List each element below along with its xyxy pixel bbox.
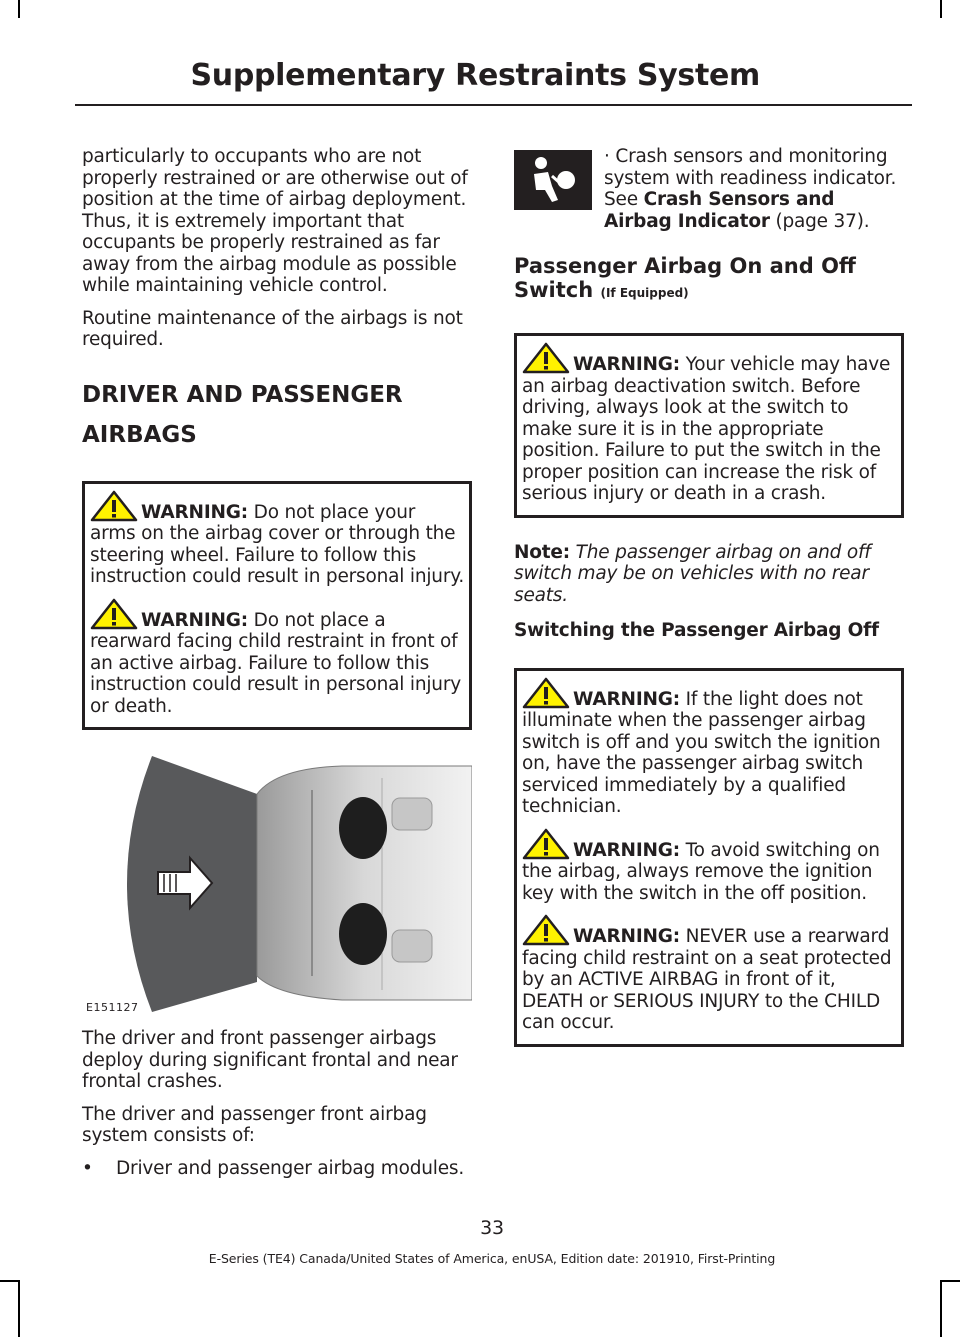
airbag-warning-lamp-icon <box>514 150 592 210</box>
crop-mark-top-right <box>940 0 942 18</box>
switch-heading-suffix: (If Equipped) <box>600 286 689 300</box>
warning-label: WARNING: <box>573 354 680 375</box>
sensors-page: (page 37). <box>769 210 870 232</box>
crop-mark-bottom-left <box>0 1280 20 1282</box>
header-rule <box>75 104 912 106</box>
warning-box-switch <box>514 333 904 518</box>
list-item <box>82 1158 472 1180</box>
figure-id: E151127 <box>86 1001 139 1014</box>
vehicle-airbag-illustration <box>82 754 472 1014</box>
warning-item <box>522 914 898 1034</box>
sensors-item <box>514 146 904 232</box>
warning-triangle-icon <box>522 828 570 860</box>
crop-mark-bottom-left-v <box>18 1280 20 1337</box>
switch-off-heading: Switching the Passenger Airbag Off <box>514 620 879 641</box>
warning-triangle-icon <box>522 677 570 709</box>
warning-text: To avoid switching on the airbag, always remove the ignition key with the switch in the off position. <box>522 839 880 904</box>
warning-triangle-icon <box>522 914 570 946</box>
warning-box-driver <box>82 481 472 731</box>
warning-text: If the light does not illuminate when the passenger airbag switch is off and you switch the ignition on, have the passenger airbag switch serviced immediately by a qualified technician. <box>522 688 881 817</box>
maintenance-paragraph: Routine maintenance of the airbags is not required. <box>82 307 463 350</box>
sensors-link[interactable]: Crash Sensors and Airbag Indicator <box>604 189 835 232</box>
warning-label: WARNING: <box>573 926 680 947</box>
right-column <box>514 146 904 1071</box>
switch-heading-text: Passenger Airbag On and Off Switch <box>514 254 856 302</box>
bullet-text: Driver and passenger airbag modules. <box>116 1157 465 1179</box>
sensors-text: · Crash sensors and monitoring system with readiness indicator. See <box>604 146 897 210</box>
warning-text: NEVER use a rearward facing child restraint on a seat protected by an ACTIVE AIRBAG in front of it, DEATH or SERIOUS INJURY to the CHILD can occur. <box>522 926 892 1033</box>
warning-text: Your vehicle may have an airbag deactivation switch. Before driving, always look at the switch to make sure it is in the appropriate position. Failure to put the switch in the proper position can increase the risk of serious injury or death in a crash. <box>522 354 891 504</box>
warning-item <box>522 342 898 505</box>
warning-label: WARNING: <box>141 609 248 631</box>
edition-footer: E-Series (TE4) Canada/United States of America, enUSA, Edition date: 201910, First-Printing <box>208 1251 776 1266</box>
switch-heading <box>514 254 904 305</box>
warning-item <box>522 677 898 818</box>
warning-text: Do not place your arms on the airbag cover or through the steering wheel. Failure to follow this instruction could result in personal injury. <box>90 501 465 587</box>
warning-triangle-icon <box>90 598 138 630</box>
crop-mark-top-left <box>18 0 20 18</box>
left-column <box>82 146 472 1179</box>
airbag-deployment-figure <box>82 754 472 1014</box>
warning-label: WARNING: <box>573 688 680 710</box>
intro-paragraph: particularly to occupants who are not properly restrained or are otherwise out of position at the time of airbag deployment. Thus, it is extremely important that occupants be properly restrained as far away from the airbag module as possible while maintaining vehicle control. <box>82 146 468 296</box>
warning-item <box>522 828 898 905</box>
note-paragraph <box>514 542 904 607</box>
page-title: Supplementary Restraints System <box>190 58 760 93</box>
crop-mark-bottom-right-v <box>940 1280 942 1337</box>
system-paragraph: The driver and passenger front airbag system consists of: <box>82 1103 427 1146</box>
warning-item <box>90 598 466 718</box>
warning-item <box>90 490 466 588</box>
warning-box-switch-off <box>514 668 904 1047</box>
section-heading-line1: DRIVER AND PASSENGER <box>82 381 403 408</box>
warning-triangle-icon <box>90 490 138 522</box>
warning-triangle-icon <box>522 342 570 374</box>
warning-text: Do not place a rearward facing child restraint in front of an active airbag. Failure to follow this instruction could result in personal injury or death. <box>90 609 461 717</box>
deploy-paragraph: The driver and front passenger airbags deploy during significant frontal and near frontal crashes. <box>82 1028 458 1092</box>
section-heading <box>82 375 472 455</box>
warning-label: WARNING: <box>141 501 248 523</box>
warning-label: WARNING: <box>573 839 680 861</box>
note-text: The passenger airbag on and off switch may be on vehicles with no rear seats. <box>514 541 871 606</box>
crop-mark-bottom-right <box>940 1280 960 1282</box>
bullet-dot: • <box>82 1157 93 1179</box>
section-heading-line2: AIRBAGS <box>82 421 197 448</box>
note-label: Note: <box>514 541 570 563</box>
page-number: 33 <box>480 1217 504 1239</box>
